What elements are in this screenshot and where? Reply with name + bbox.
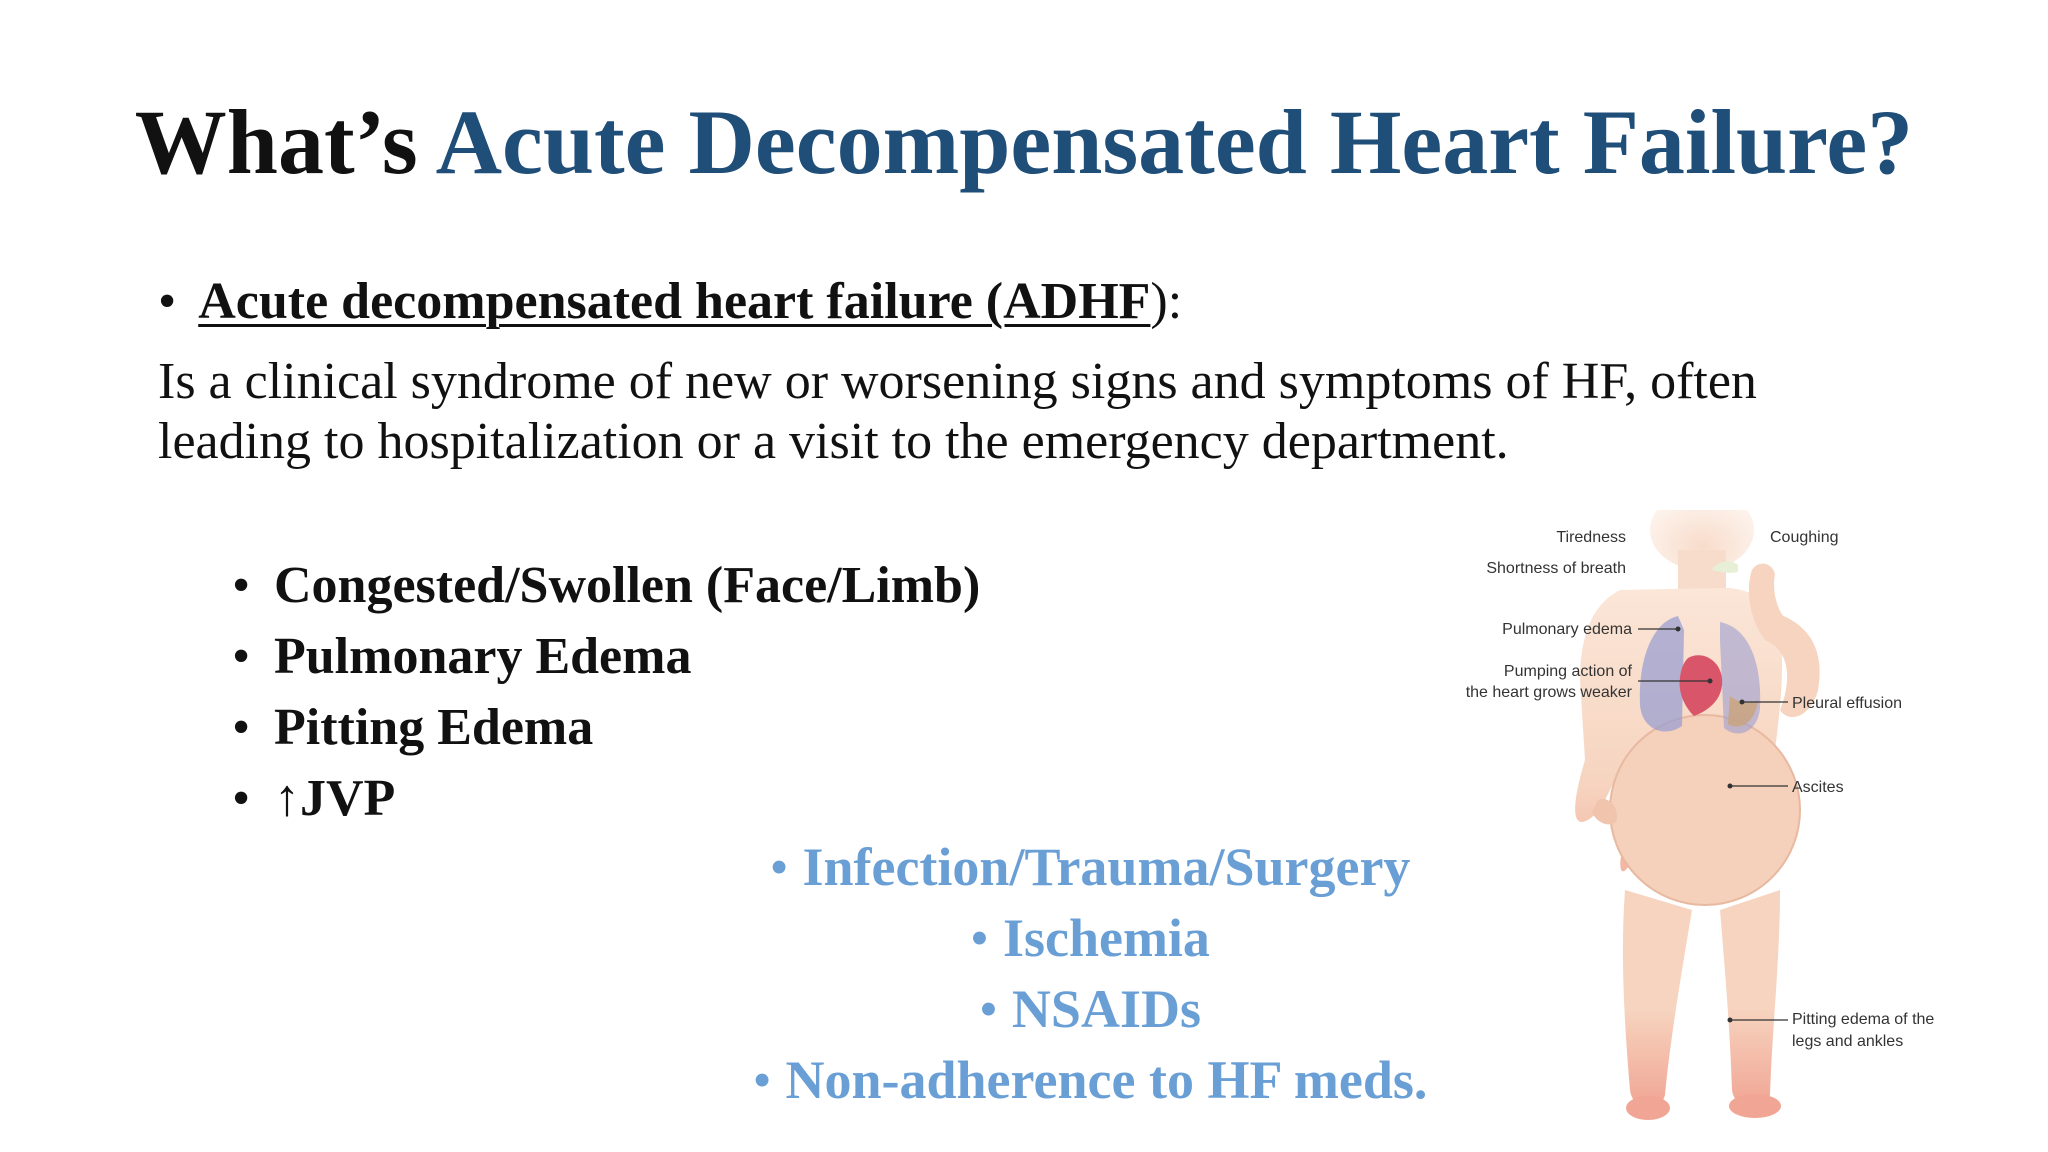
leader-dot [1676, 627, 1681, 632]
label-shortness-of-breath: Shortness of breath [1486, 560, 1626, 577]
title-accent: Acute Decompensated Heart Failure? [435, 91, 1914, 193]
bullet-marker: • [232, 770, 251, 827]
label-pitting-line-2: legs and ankles [1792, 1033, 1904, 1050]
sign-label: ↑JVP [274, 770, 396, 827]
sign-label: Congested/Swollen (Face/Limb) [274, 557, 981, 614]
label-coughing: Coughing [1770, 529, 1839, 546]
sign-label: Pitting Edema [274, 699, 594, 756]
label-tiredness: Tiredness [1556, 529, 1626, 546]
label-pitting-line-1: Pitting edema of the [1792, 1011, 1935, 1028]
list-item [232, 550, 980, 621]
left-leg-shape [1623, 890, 1692, 1108]
slide-title [0, 92, 2048, 193]
bullet-marker: • [232, 557, 251, 614]
list-item [232, 621, 980, 692]
title-prefix: What’s [134, 91, 418, 193]
trigger-label: Infection/Trauma/Surgery [802, 837, 1411, 897]
sign-label: Pulmonary Edema [274, 628, 692, 685]
right-foot-shape [1729, 1094, 1781, 1118]
right-leg-shape [1720, 890, 1780, 1106]
bullet-marker: • [752, 1050, 772, 1110]
bullet-marker: • [232, 699, 251, 756]
definition-term-suffix: ): [1150, 273, 1183, 330]
label-pumping-line-2: the heart grows weaker [1465, 684, 1632, 701]
definition-text-line-1: Is a clinical syndrome of new or worsening signs and symptoms of HF, often [158, 353, 1757, 410]
heart-failure-illustration [1420, 510, 1980, 1130]
bullet-marker: • [158, 273, 177, 330]
list-item [232, 692, 980, 763]
definition-text-line-2: leading to hospitalization or a visit to the emergency department. [158, 413, 1509, 470]
leader-dot [1708, 679, 1713, 684]
definition-term: Acute decompensated heart failure (ADHF [198, 273, 1151, 330]
label-ascites: Ascites [1792, 779, 1844, 796]
left-foot-shape [1626, 1096, 1670, 1120]
label-pumping-line-1: Pumping action of [1503, 663, 1632, 680]
body-diagram [1420, 510, 1980, 1130]
label-pulmonary-edema: Pulmonary edema [1502, 621, 1632, 638]
leader-dot [1728, 1018, 1733, 1023]
bullet-marker: • [979, 979, 998, 1039]
leader-dot [1740, 700, 1745, 705]
definition-text [158, 352, 1968, 472]
bullet-marker: • [769, 837, 789, 897]
trigger-label: Non-adherence to HF meds. [785, 1050, 1428, 1110]
trigger-label: NSAIDs [1011, 979, 1201, 1039]
label-pleural-effusion: Pleural effusion [1792, 695, 1902, 712]
list-item [232, 763, 980, 834]
definition-bullet [158, 272, 1182, 332]
bullet-marker: • [970, 908, 989, 968]
bullet-marker: • [232, 628, 251, 685]
leader-dot [1728, 784, 1733, 789]
trigger-label: Ischemia [1002, 908, 1210, 968]
signs-list [232, 550, 980, 834]
